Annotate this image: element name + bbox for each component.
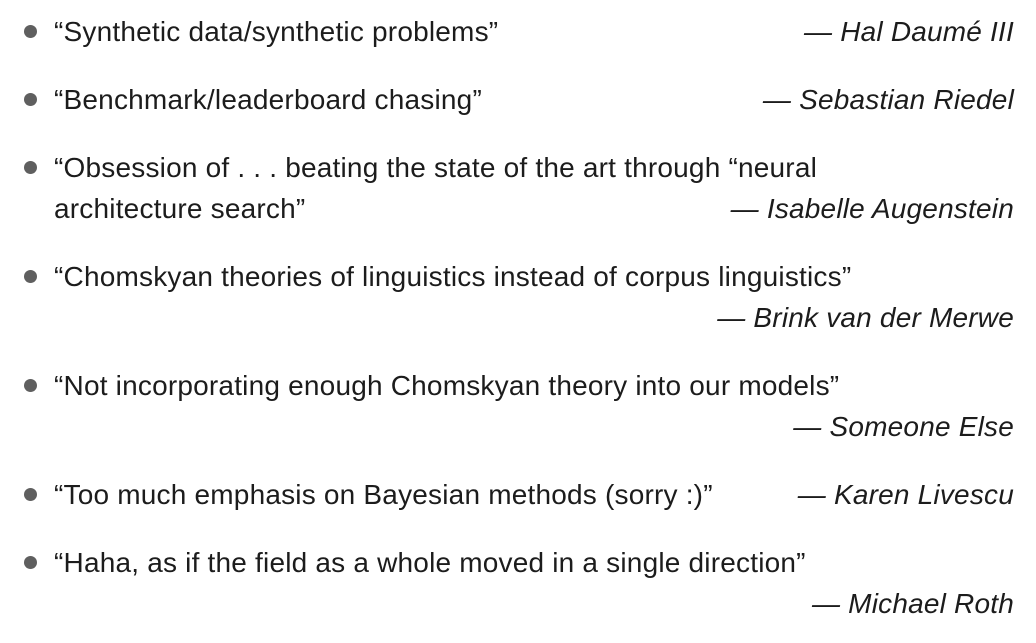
bullet-icon bbox=[24, 488, 37, 501]
attribution-text: — Karen Livescu bbox=[797, 479, 1014, 510]
item-content bbox=[54, 11, 1014, 52]
list-item bbox=[18, 79, 1014, 120]
attribution-text: — Someone Else bbox=[793, 411, 1014, 442]
list-item bbox=[18, 542, 1014, 624]
item-content bbox=[54, 256, 1014, 338]
item-content bbox=[54, 365, 1014, 447]
quote-line bbox=[54, 474, 1014, 515]
quote-text: “Synthetic data/synthetic problems” bbox=[54, 16, 499, 47]
quote-line bbox=[54, 11, 1014, 52]
quote-text: “Chomskyan theories of linguistics instead of corpus linguistics” bbox=[54, 261, 852, 292]
quote-line bbox=[54, 297, 1014, 338]
quote-text: “Benchmark/leaderboard chasing” bbox=[54, 84, 482, 115]
list-item bbox=[18, 147, 1014, 229]
list-item bbox=[18, 365, 1014, 447]
bullet-icon bbox=[24, 556, 37, 569]
item-content bbox=[54, 79, 1014, 120]
attribution-text: — Isabelle Augenstein bbox=[730, 193, 1014, 224]
bullet-icon bbox=[24, 270, 37, 283]
quote-line bbox=[54, 406, 1014, 447]
list-item bbox=[18, 256, 1014, 338]
bullet-icon bbox=[24, 25, 37, 38]
quote-line bbox=[54, 256, 1014, 297]
quote-list bbox=[18, 11, 1014, 624]
item-content bbox=[54, 147, 1014, 229]
bullet-icon bbox=[24, 93, 37, 106]
list-item bbox=[18, 11, 1014, 52]
attribution-text: — Hal Daumé III bbox=[804, 16, 1014, 47]
quote-line bbox=[54, 542, 1014, 583]
item-content bbox=[54, 474, 1014, 515]
quote-text: architecture search” bbox=[54, 193, 306, 224]
quote-line bbox=[54, 79, 1014, 120]
item-content bbox=[54, 542, 1014, 624]
attribution-text: — Michael Roth bbox=[812, 588, 1014, 619]
quote-text: “Not incorporating enough Chomskyan theory into our models” bbox=[54, 370, 840, 401]
bullet-icon bbox=[24, 379, 37, 392]
quote-line bbox=[54, 147, 1014, 188]
quote-line bbox=[54, 583, 1014, 624]
attribution-text: — Brink van der Merwe bbox=[717, 302, 1014, 333]
quote-text: “Obsession of . . . beating the state of the art through “neural bbox=[54, 152, 818, 183]
attribution-text: — Sebastian Riedel bbox=[762, 84, 1014, 115]
quote-line bbox=[54, 365, 1014, 406]
quote-text: “Haha, as if the field as a whole moved in a single direction” bbox=[54, 547, 806, 578]
quote-line bbox=[54, 188, 1014, 229]
bullet-icon bbox=[24, 161, 37, 174]
quote-text: “Too much emphasis on Bayesian methods (sorry :)” bbox=[54, 479, 713, 510]
list-item bbox=[18, 474, 1014, 515]
